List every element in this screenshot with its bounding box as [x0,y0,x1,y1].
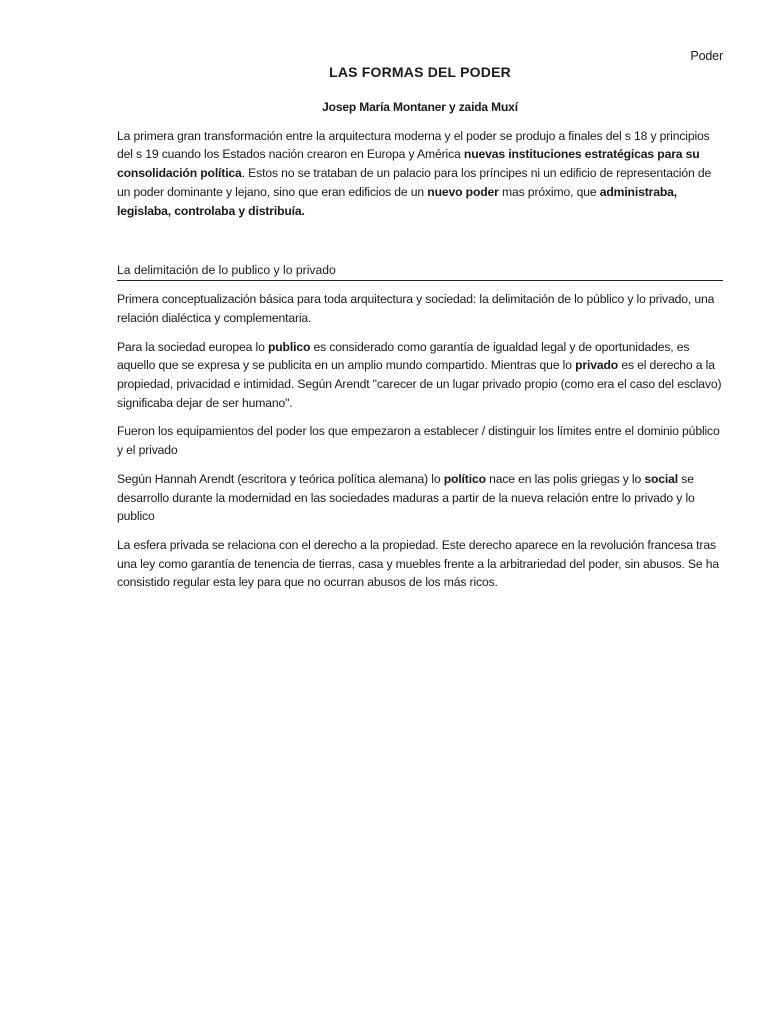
document-title: LAS FORMAS DEL PODER [329,64,511,80]
text-run: se desarrollo durante la modernidad en las sociedades maduras a partir de la nueva relación entre lo privado y lo publico [117,471,695,524]
bold-run: nuevas instituciones estratégicas para su consolidación política [117,147,700,181]
bold-run: político [443,471,486,486]
intro-paragraph [117,127,723,221]
bold-run: social [644,471,679,486]
bold-run: publico [267,339,311,354]
text-run: Según Hannah Arendt (escritora y teórica política alemana) lo [117,471,444,486]
text-run: es el derecho a la propiedad, privacidad e intimidad. Según Arendt "carecer de un lugar privado propio (como era el caso del esclavo) significaba dejar de ser humano". [117,358,722,410]
text-run: Para la sociedad europea lo [117,339,268,354]
text-run: es considerado como garantía de igualdad legal y de oportunidades, es aquello que se expresa y se publicita en un amplio mundo compartido. Mientras que lo [117,339,690,373]
text-run: La primera gran transformación entre la arquitectura moderna y el poder se produjo a finales del s 18 y principios del s 19 cuando los Estados nación crearon en Europa y América [117,128,710,162]
paragraph-1: Primera conceptualización básica para toda arquitectura y sociedad: la delimitación de lo público y lo privado, una relación dialéctica y complementaria. [117,292,715,325]
bold-run: privado [575,358,619,373]
paragraph-5: La esfera privada se relaciona con el derecho a la propiedad. Este derecho aparece en la revolución francesa tras una ley como garantía de tenencia de tierras, casa y muebles frente a la arbitrariedad del poder, sin abusos. Se ha consistido regular esta ley para que no ocurran abusos de los más ricos. [117,537,719,590]
running-header: Poder [690,49,723,63]
text-run: . Estos no se trataban de un palacio para los príncipes ni un edificio de representación de un poder dominante y lejano, sino que eran edificios de un [117,166,712,199]
paragraph-3: Fueron los equipamientos del poder los que empezaron a establecer / distinguir los límites entre el dominio público y el privado [117,424,720,458]
bold-run: administraba, legislaba, controlaba y distribuía. [117,184,677,218]
text-run: mas próximo, que [498,184,600,199]
paragraph-2 [117,338,723,413]
document-body [117,64,723,602]
document-author: Josep María Montaner y zaida Muxí [322,100,518,114]
bold-run: nuevo poder [427,184,499,199]
paragraph-4 [117,470,723,526]
section-heading: La delimitación de lo publico y lo privado [117,262,723,281]
text-run: nace en las polis griegas y lo [485,471,645,486]
